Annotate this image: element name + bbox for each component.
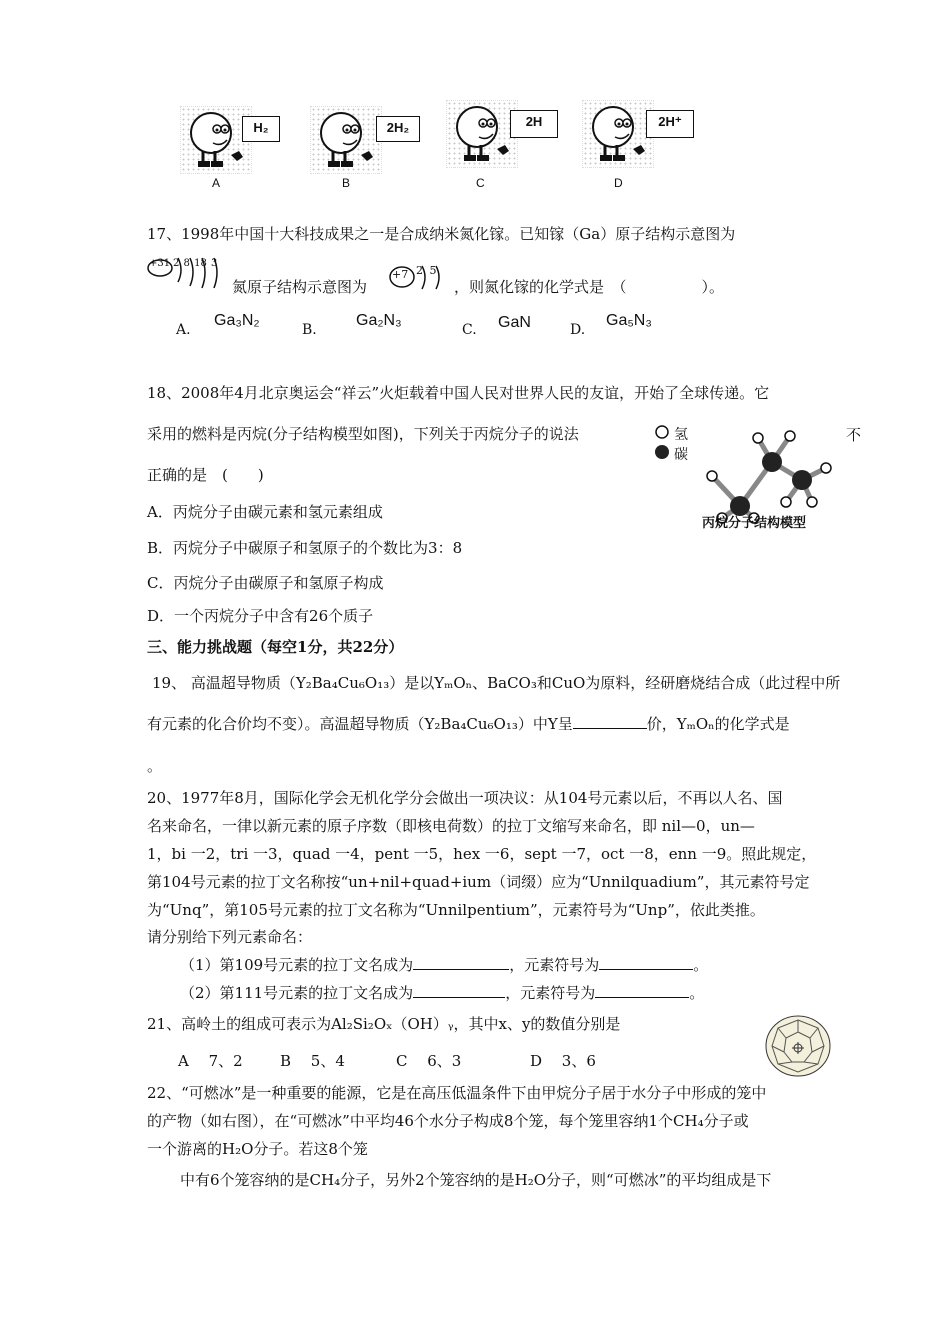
q21-options <box>178 1050 638 1070</box>
n-atom-diagram <box>388 262 452 292</box>
q17-option-c-formula: GaN <box>498 314 531 331</box>
q20-sub2-a: （2）第111号元素的拉丁文名成为 <box>180 984 414 1002</box>
legend-hydrogen: 氢 <box>674 427 688 443</box>
speech-box-d: 2H⁺ <box>646 110 694 138</box>
cartoon-figure-d <box>582 100 654 168</box>
q20-sub1 <box>180 955 708 975</box>
q17-option-d-letter: D. <box>570 322 586 338</box>
q20-sub1-a: （1）第109号元素的拉丁文名成为 <box>180 956 414 974</box>
q21-option-d: D 3、6 <box>530 1052 596 1070</box>
q18-line3: 正确的是 ( ) <box>147 466 264 484</box>
q21-option-b: B 5、4 <box>280 1052 345 1070</box>
q17-line2-text: 氮原子结构示意图为 <box>232 278 368 296</box>
cartoon-character-icon <box>181 107 251 173</box>
ga-atom-diagram <box>146 254 232 290</box>
propane-model-caption: 丙烷分子结构模型 <box>702 516 807 531</box>
clathrate-cage-icon <box>764 1014 832 1078</box>
n-nucleus-label: +7 <box>392 268 409 281</box>
q20-line-2: 名来命名，一律以新元素的原子序数（即核电荷数）的拉丁文缩写来命名，即 nil—0，un— <box>147 817 755 835</box>
q17-option-a-formula: Ga₃N₂ <box>214 312 260 329</box>
q20-line-6: 请分别给下列元素命名： <box>147 928 313 946</box>
q20-sub2-blank-name[interactable] <box>413 983 505 998</box>
q21-line1: 21、高岭土的组成可表示为Al₂Si₂Oₓ（OH）ᵧ，其中x、y的数值分别是 <box>147 1015 621 1033</box>
n-shell-electrons: 2 5 <box>416 264 437 277</box>
q20-line-4: 第104号元素的拉丁文名称按“un+nil+quad+ium（词缀）应为“Unnilquadium”，其元素符号定 <box>147 873 810 891</box>
q19-line2-b: 价，YₘOₙ的化学式是 <box>646 715 790 733</box>
q18-line2-end: 不 <box>846 426 862 444</box>
q17-option-b-letter: B. <box>302 322 317 338</box>
q17-option-d-formula: Ga₅N₃ <box>606 312 652 329</box>
q17-option-a-letter: A. <box>176 322 191 338</box>
cartoon-figure-b <box>310 106 382 174</box>
q21-option-c: C 6、3 <box>396 1052 462 1070</box>
q20-sub2 <box>180 983 704 1003</box>
q18-option-a: A．丙烷分子由碳元素和氢元素组成 <box>147 503 383 521</box>
q20-sub2-c: 。 <box>689 984 705 1002</box>
methane-cage-figure <box>764 1014 832 1078</box>
q18-line2: 采用的燃料是丙烷(分子结构模型如图)，下列关于丙烷分子的说法 <box>147 425 579 443</box>
q20-sub1-c: 。 <box>693 956 709 974</box>
q19-line1: 19、 高温超导物质（Y₂Ba₄Cu₆O₁₃）是以YₘOₙ、BaCO₃和CuO为原料，经研磨烧结合成（此过程中所 <box>152 674 841 692</box>
option-letter-b: B <box>342 176 351 190</box>
q17-option-c-letter: C. <box>462 322 477 338</box>
section-3-title: 三、能力挑战题（每空1分，共22分） <box>147 638 404 656</box>
q19-line3: 。 <box>147 757 163 775</box>
ga-nucleus-label: +31 <box>149 258 171 269</box>
q18-option-d: D．一个丙烷分子中含有26个质子 <box>147 607 374 625</box>
q22-line4: 中有6个笼容纳的是CH₄分子，另外2个笼容纳的是H₂O分子，则“可燃冰”的平均组成是下 <box>180 1171 772 1189</box>
q18-option-c: C．丙烷分子由碳原子和氢原子构成 <box>147 574 384 592</box>
q20-line-3: 1，bi 一2，tri 一3，quad 一4，pent 一5，hex 一6，sept 一7，oct 一8，enn 一9。照此规定， <box>147 845 817 863</box>
cartoon-character-icon <box>447 101 517 167</box>
q17-options <box>176 310 696 344</box>
ga-shell-electrons: 2 8 18 3 <box>173 258 218 269</box>
q19-line2 <box>147 714 790 734</box>
q18-option-b: B．丙烷分子中碳原子和氢原子的个数比为3：8 <box>147 539 463 557</box>
speech-box-c: 2H <box>510 110 558 138</box>
q20-sub1-blank-symbol[interactable] <box>599 955 693 970</box>
cartoon-character-icon <box>583 101 653 167</box>
q21-option-a: A 7、2 <box>178 1052 243 1070</box>
option-letter-c: C <box>476 176 485 190</box>
q19-line2-a: 有元素的化合价均不变）。高温超导物质（Y₂Ba₄Cu₆O₁₃）中Y呈 <box>147 715 573 733</box>
q17-option-b-formula: Ga₂N₃ <box>356 312 402 329</box>
q20-sub1-b: ，元素符号为 <box>509 956 600 974</box>
cartoon-figure-c <box>446 100 518 168</box>
q17-line1: 17、1998年中国十大科技成果之一是合成纳米氮化镓。已知镓（Ga）原子结构示意图为 <box>147 225 736 243</box>
option-letter-a: A <box>212 176 221 190</box>
q17-line2-end: ，则氮化镓的化学式是 （ ）。 <box>454 278 725 296</box>
q18-line1: 18、2008年4月北京奥运会“祥云”火炬载着中国人民对世界人民的友谊，开始了全球传递。它 <box>147 384 770 402</box>
option-letter-d: D <box>614 176 623 190</box>
legend-carbon: 碳 <box>674 447 688 463</box>
speech-box-a: H₂ <box>242 116 280 142</box>
q22-line3: 一个游离的H₂O分子。若这8个笼 <box>147 1140 368 1158</box>
q17-line2 <box>232 276 367 297</box>
speech-box-b: 2H₂ <box>376 116 420 142</box>
q20-line-1: 20、1977年8月，国际化学会无机化学分会做出一项决议：从104号元素以后，不再以人名、国 <box>147 789 783 807</box>
q20-line-5: 为“Unq”，第105号元素的拉丁文名称为“Unnilpentium”，元素符号为“Unp”，依此类推。 <box>147 901 765 919</box>
q19-blank-valence[interactable] <box>573 714 647 729</box>
cartoon-character-icon <box>311 107 381 173</box>
q20-sub2-b: ，元素符号为 <box>505 984 596 1002</box>
q22-line2: 的产物（如右图），在“可燃冰”中平均46个水分子构成8个笼，每个笼里容纳1个CH₄分子或 <box>147 1112 749 1130</box>
q22-line1: 22、“可燃冰”是一种重要的能源，它是在高压低温条件下由甲烷分子居于水分子中形成的笼中 <box>147 1084 767 1102</box>
q20-sub2-blank-symbol[interactable] <box>595 983 689 998</box>
q20-sub1-blank-name[interactable] <box>413 955 509 970</box>
